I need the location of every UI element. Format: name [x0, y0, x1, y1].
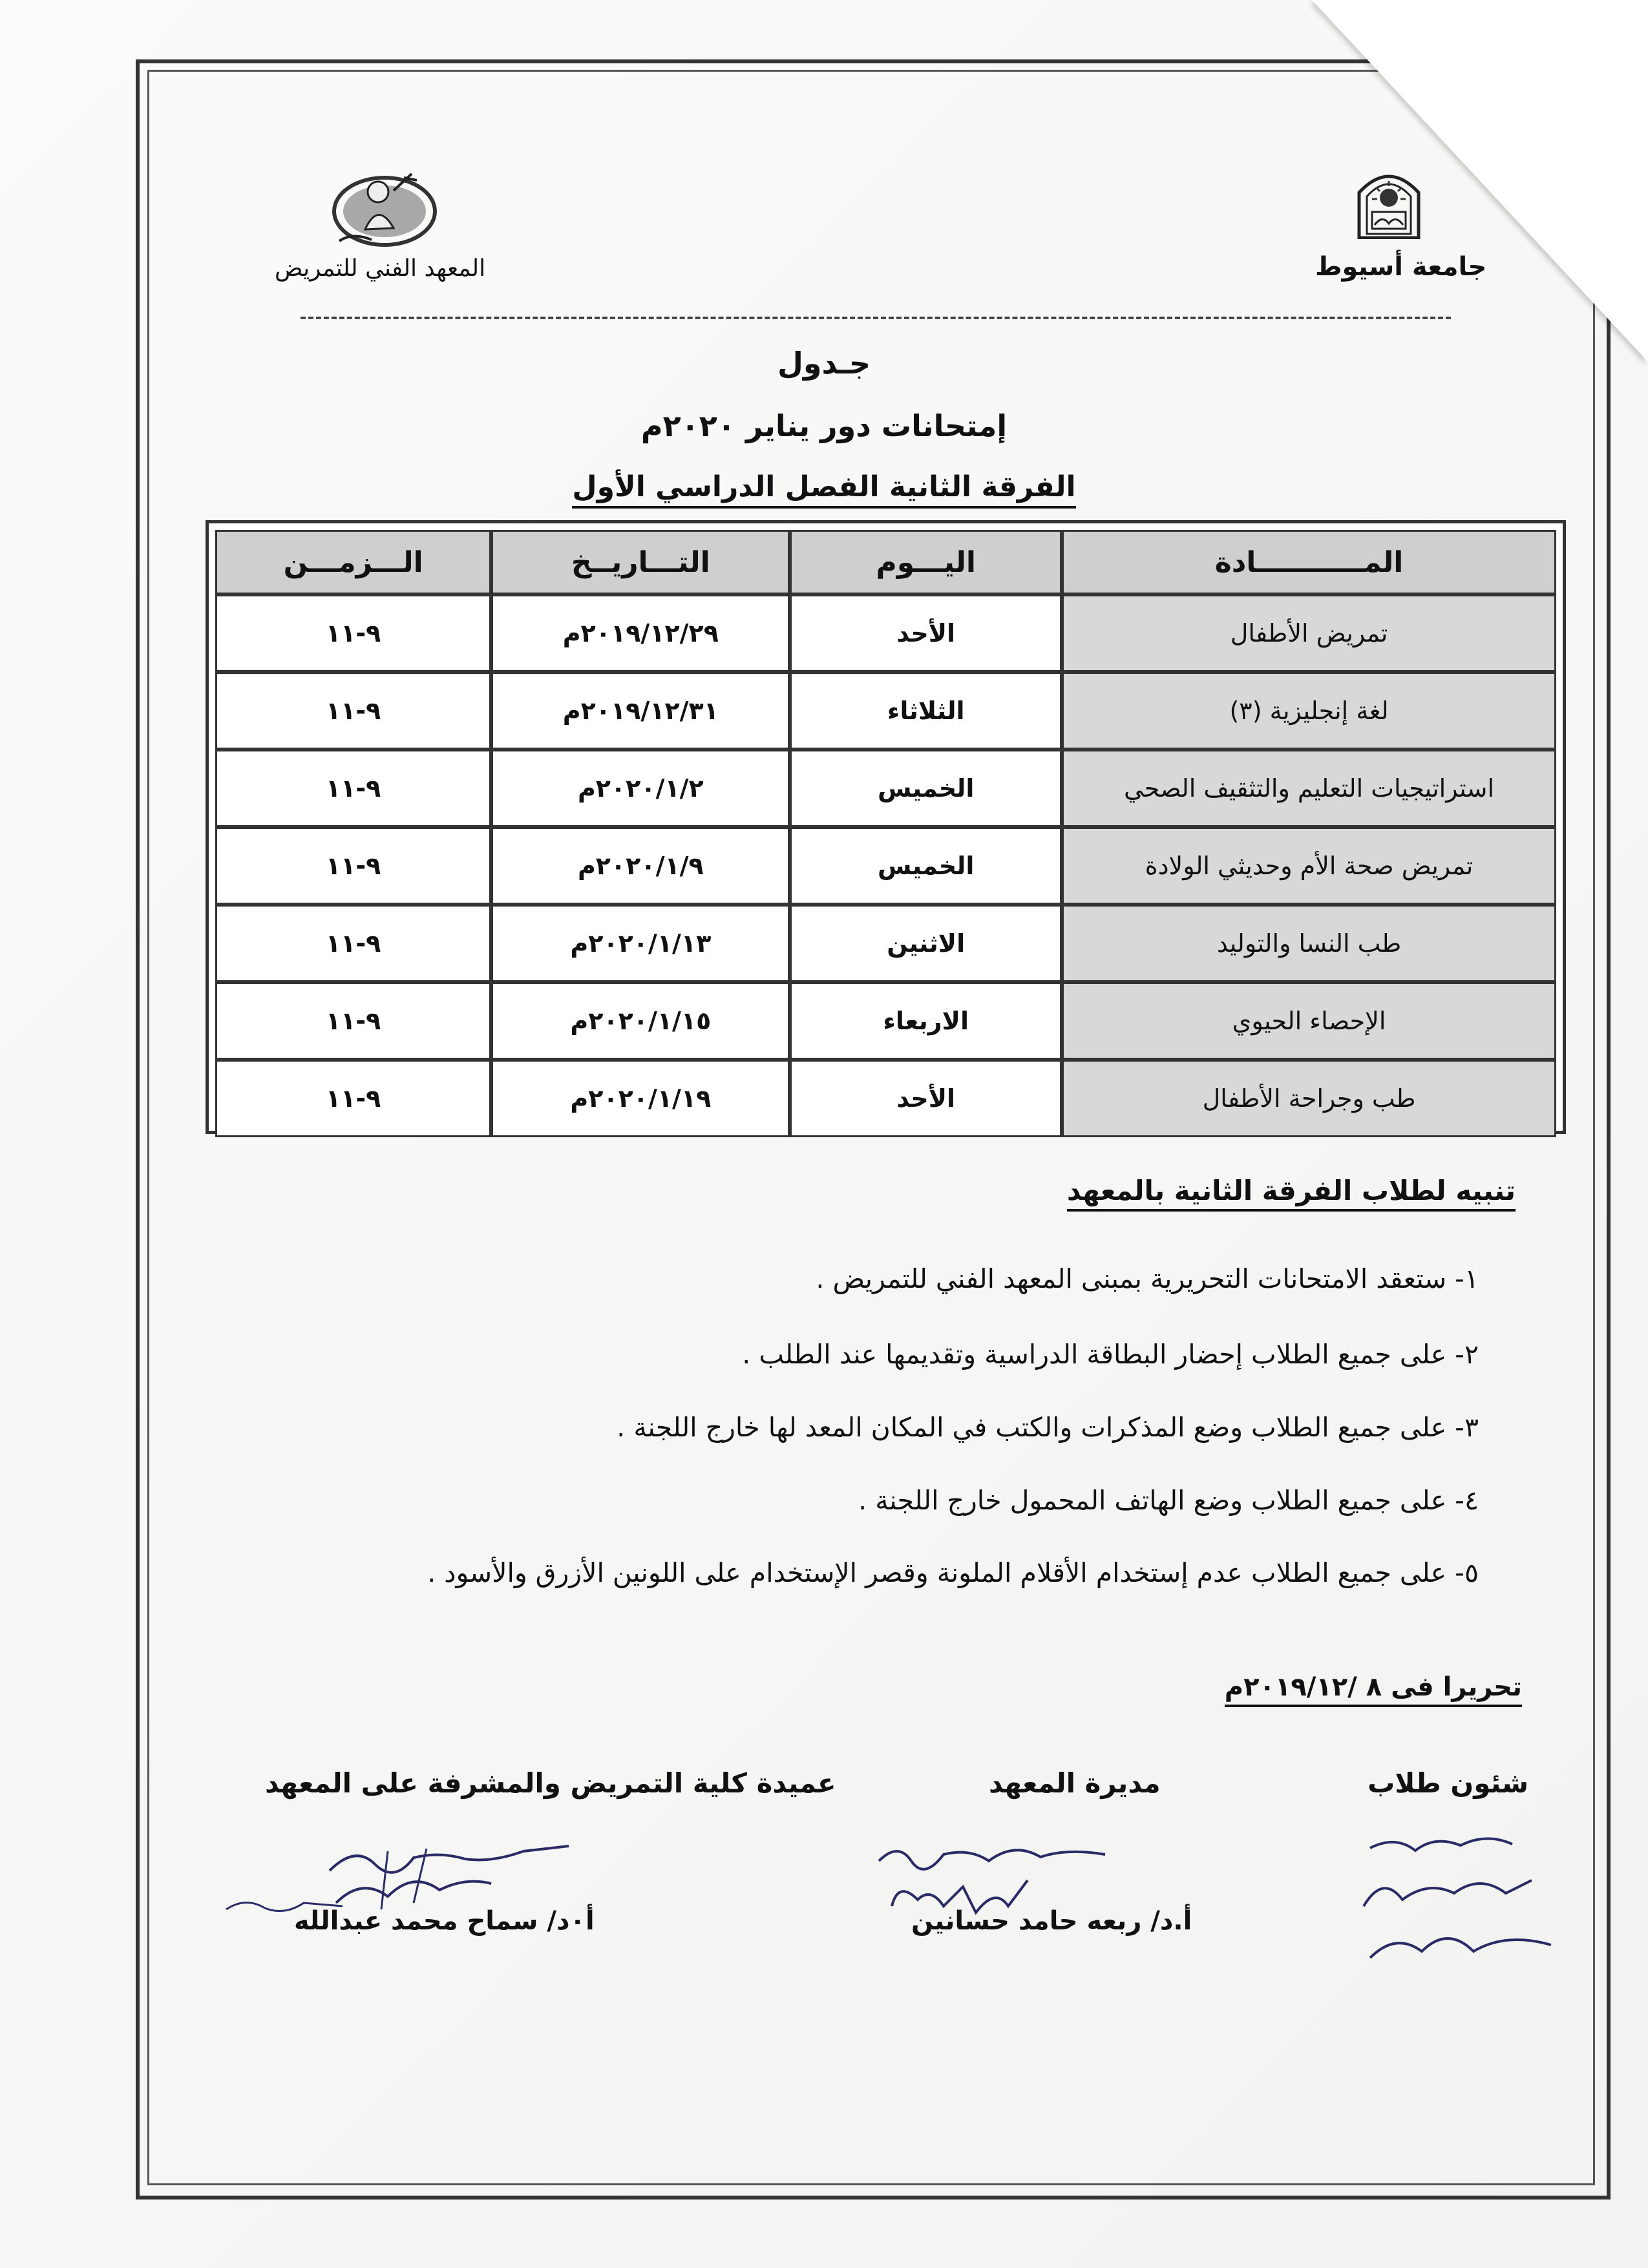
row-time: ٩-١١: [215, 750, 491, 827]
row-date: ٢٠٢٠/١/٢م: [491, 750, 790, 827]
header-subject: المـــــــــــادة: [1062, 530, 1556, 594]
class-semester-text: الفرقة الثانية الفصل الدراسي الأول: [572, 470, 1075, 509]
row-time: ٩-١١: [215, 827, 491, 905]
notice-item-5: ٥- على جميع الطلاب عدم إستخدام الأقلام الملونة وقصر الإستخدام على اللونين الأزرق والأسود .: [427, 1557, 1479, 1588]
notice-item-1: ١- ستعقد الامتحانات التحريرية بمبنى المعهد الفني للتمريض .: [816, 1263, 1479, 1294]
row-day: الثلاثاء: [790, 672, 1062, 750]
table-row: [215, 827, 1556, 905]
student-affairs-role: شئون طلاب: [1368, 1767, 1528, 1799]
notice-item-2: ٢- على جميع الطلاب إحضار البطاقة الدراسية وتقديمها عند الطلب .: [742, 1339, 1479, 1370]
dean-name: أ٠د/ سماح محمد عبدالله: [294, 1906, 595, 1936]
dean-signature: [220, 1832, 607, 1929]
header-day: اليـــوم: [790, 530, 1062, 594]
student-affairs-signature: [1357, 1822, 1590, 1984]
row-time: ٩-١١: [215, 594, 491, 672]
class-semester-title: [0, 470, 1648, 503]
row-day: الاربعاء: [790, 982, 1062, 1060]
issue-date: تحريرا فى ٨ /٢٠١٩/١٢م: [1225, 1672, 1522, 1707]
header-date: التـــاريــخ: [491, 530, 790, 594]
row-time: ٩-١١: [215, 1060, 491, 1137]
row-date: ٢٠١٩/١٢/٣١م: [491, 672, 790, 750]
row-subject: طب النسا والتوليد: [1062, 905, 1556, 982]
table-row: [215, 1060, 1556, 1137]
row-subject: تمريض صحة الأم وحديثي الولادة: [1062, 827, 1556, 905]
institute-logo: [326, 165, 443, 249]
row-subject: استراتيجيات التعليم والتثقيف الصحي: [1062, 750, 1556, 827]
row-date: ٢٠٢٠/١/٩م: [491, 827, 790, 905]
exam-schedule-table: [215, 530, 1556, 1137]
row-date: ٢٠١٩/١٢/٢٩م: [491, 594, 790, 672]
row-day: الخميس: [790, 750, 1062, 827]
row-date: ٢٠٢٠/١/١٣م: [491, 905, 790, 982]
table-row: [215, 750, 1556, 827]
table-row: [215, 672, 1556, 750]
row-subject: الإحصاء الحيوي: [1062, 982, 1556, 1060]
university-name: جامعة أسيوط: [1315, 252, 1487, 282]
dean-role: عميدة كلية التمريض والمشرفة على المعهد: [265, 1767, 836, 1799]
row-day: الاثنين: [790, 905, 1062, 982]
row-time: ٩-١١: [215, 905, 491, 982]
header-divider: [301, 317, 1451, 319]
table-row: [215, 982, 1556, 1060]
exam-session-title: إمتحانات دور يناير ٢٠٢٠م: [640, 408, 1008, 443]
row-date: ٢٠٢٠/١/١٩م: [491, 1060, 790, 1137]
table-row: [215, 594, 1556, 672]
notice-title: تنبيه لطلاب الفرقة الثانية بالمعهد: [1067, 1175, 1516, 1212]
institute-name: المعهد الفني للتمريض: [275, 255, 486, 282]
row-subject: طب وجراحة الأطفال: [1062, 1060, 1556, 1137]
exam-schedule-table-frame: [206, 520, 1566, 1134]
row-day: الخميس: [790, 827, 1062, 905]
row-time: ٩-١١: [215, 672, 491, 750]
row-day: الأحد: [790, 594, 1062, 672]
table-row: [215, 905, 1556, 982]
document-title: جـدول: [777, 346, 871, 381]
notice-item-3: ٣- على جميع الطلاب وضع المذكرات والكتب في المكان المعد لها خارج اللجنة .: [617, 1412, 1479, 1443]
director-signature: [872, 1835, 1144, 1926]
header-time: الـــزمـــن: [215, 530, 491, 594]
director-name: أ.د/ ربعه حامد حسانين: [911, 1906, 1192, 1936]
page-fold-corner: [1312, 0, 1648, 362]
row-date: ٢٠٢٠/١/١٥م: [491, 982, 790, 1060]
notice-item-4: ٤- على جميع الطلاب وضع الهاتف المحمول خارج اللجنة .: [858, 1485, 1479, 1516]
row-subject: تمريض الأطفال: [1062, 594, 1556, 672]
row-day: الأحد: [790, 1060, 1062, 1137]
director-role: مديرة المعهد: [989, 1767, 1161, 1799]
row-subject: لغة إنجليزية (٣): [1062, 672, 1556, 750]
table-header-row: [215, 530, 1556, 594]
row-time: ٩-١١: [215, 982, 491, 1060]
